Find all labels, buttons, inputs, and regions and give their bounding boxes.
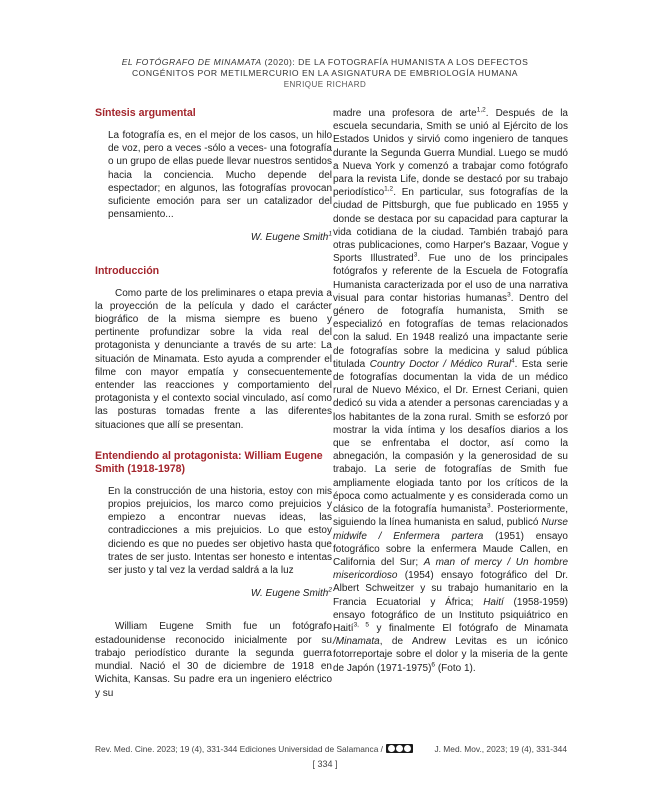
right-column [333,107,568,675]
section-heading-protagonista: Entendiendo al protagonista: William Eugene Smith (1918-1978) [95,449,323,475]
text-run: , de Andrew Levitas es un icónico fotorreportaje sobre el dolor y la miseria de la gente de Japón (1971-1975) [333,636,568,674]
header-film-title: EL FOTÓGRAFO DE MINAMATA [121,57,262,67]
signature-text: W. Eugene Smith [250,588,329,600]
epigraph-protagonista [108,485,332,577]
footer-left [95,744,413,754]
footnote-ref: 1 [328,231,332,239]
footnote-ref: 3 [486,502,491,510]
biography-paragraph [333,107,568,675]
page-number: [ 334 ] [312,759,338,769]
text-run: . En particular, sus fotografías de la ciudad de Pittsburgh, que fue publicado en 1955 y donde se destaca por su capacidad para capturar la vida cotidiana de la ciudad. También trabajó para otras publicaciones, como Harper's Bazaar, Vogue y Sports Illustrated [333,187,568,265]
text-run: madre una profesora de arte [333,108,477,119]
cc-license-icon [386,744,413,753]
work-title: Haití [483,596,504,608]
footnote-ref: 6 [431,661,436,669]
work-title: A man of mercy / Un hombre misericordioso [333,556,569,582]
text-run: . Fue uno de los principales fotógrafos y referente de la Escuela de Fotografía Humanista caracterizada por el uso de una narrativa visual para contar historias humanas [333,253,568,304]
epigraph-signature [95,231,332,244]
epigraph-quote: La fotografía es, en el mejor de los casos, un hilo de voz, pero a veces -sólo a veces- una fotografía o un grupo de ellas puede llevar nuestros sentidos hacia la conciencia. Mucho depende del espectador; en algunos, las fotografías provocan suficiente emoción para ser un catalizador del pensamiento... [108,130,332,221]
work-title: Country Doctor / Médico Rural [369,358,511,370]
header-title-line2: CONGÉNITOS POR METILMERCURIO EN LA ASIGNATURA DE EMBRIOLOGÍA HUMANA [131,68,519,78]
text-run: . Esta serie de fotografías documentan la vida de un médico rural de Nuevo México, el Dr. Ernest Ceriani, quien dedicó su vida a atender a personas carenciadas y a los habitantes de la zona rural. Smith se esforzó por mostrar la vida íntima y los desafíos diarios a los que se enfrentaba el doctor, así como la abnegación, la compasión y la generosidad de su trabajo. La serie de fotografías de Smith fue ampliamente elogiada tanto por los críticos de la época como actualmente y es considerada como un clásico de la fotografía humanista [333,358,568,516]
work-title: /Minamata [333,636,380,648]
text-run: . Posteriormente, siguiendo la línea humanista en salud, publicó [333,504,568,529]
text-run: . Dentro del género de fotografía humanista, Smith se especializó en fotografías de temas relacionados con la salud. En 1948 realizó una impactante serie de fotografías sobre la medicina y salud pública titulada [333,292,568,370]
footnote-ref: 3 [413,251,418,259]
section-heading-sintesis: Síntesis argumental [95,107,196,119]
intro-paragraph: Como parte de los preliminares o etapa previa a la proyección de la película y dado el carácter biográfico de la misma siempre es bueno y pertinente profundizar sobre la vida real del protagonista y denunciante a través de su arte: La situación de Minamata. Esto ayuda a comprender el filme con mayor empatía y consecuentemente entender las reacciones y comportamiento del protagonista y el contexto social vinculado, así como las posturas tomadas frente a las diferentes situaciones que allí se presentan. [95,287,332,431]
work-title: Nurse midwife / Enfermera partera [333,517,568,542]
footnote-ref: 1,2 [476,106,486,114]
text-run: y finalmente El fotógrafo de Minamata [369,622,569,634]
text-run: (Foto 1). [435,662,476,674]
running-header [80,57,570,90]
footnote-ref: 4 [510,357,515,365]
text-run: (1951) ensayo fotográfico sobre la enfermera Maude Callen, en California del Sur; [333,530,568,568]
epigraph-signature [95,587,332,600]
signature-text: W. Eugene Smith [250,232,329,244]
header-title-rest: (2020): DE LA FOTOGRAFÍA HUMANISTA A LOS DEFECTOS [261,57,529,67]
footnote-ref: 1,2 [384,185,394,193]
footnote-ref: 3, 5 [353,621,370,629]
text-run: (1954) ensayo fotográfico del Dr. Albert Schweitzer y su trabajo humanitario en la Francia Ecuatorial y África; [333,570,568,608]
footer-citation: Rev. Med. Cine. 2023; 19 (4), 331-344 Ediciones Universidad de Salamanca / [95,744,384,754]
left-column [95,107,332,700]
footnote-ref: 2 [328,586,332,594]
footer-right: J. Med. Mov., 2023; 19 (4), 331-344 [434,744,567,754]
epigraph-sintesis [108,129,332,221]
section-heading-intro: Introducción [95,264,160,277]
protagonista-paragraph: William Eugene Smith fue un fotógrafo estadounidense reconocido inicialmente por su trabajo periodístico durante la segunda guerra mundial. Nació el 30 de diciembre de 1918 en Wichita, Kansas. Su padre era un ingeniero eléctrico y su [95,621,332,699]
header-title-line1 [80,57,570,68]
footnote-ref: 3 [507,291,511,299]
header-author: ENRIQUE RICHARD [283,80,367,89]
epigraph-quote: En la construcción de una historia, estoy con mis propios prejuicios, los marco como prejuicios y empiezo a encontrar nuevas ideas, las contradicciones a mis prejuicios. Lo que estoy diciendo es que no puedes ser objetivo hasta que trates de ser justo. Intentas ser honesto e intentas ser justo y tal vez la verdad saldrá a la luz [108,485,332,577]
text-run: (1958-1959) ensayo fotográfico de un Instituto psiquiátrico en Haití [333,596,569,634]
text-run: . Después de la escuela secundaria, Smith se unió al Ejército de los Estados Unidos y sirvió como ingeniero de tanques durante la Segunda Guerra Mundial. Luego se mudó a Nueva York y comenzó a trabajar como fotógrafo para la revista Life, donde se destacó por su trabajo periodístico [333,108,568,199]
